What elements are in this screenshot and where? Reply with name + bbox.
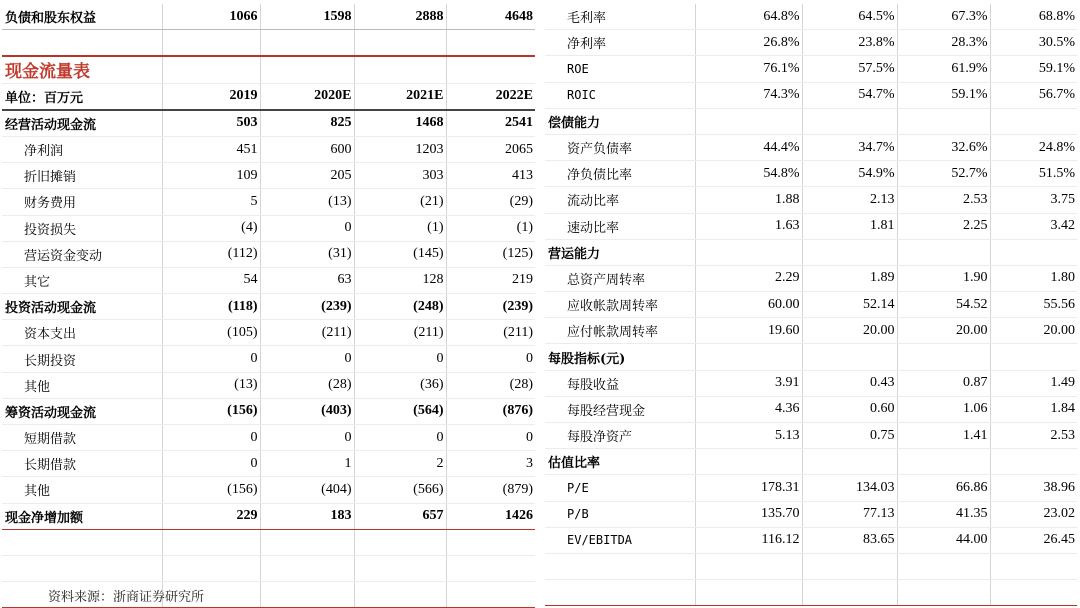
empty-cell: [897, 553, 990, 579]
value-cell: 1.06: [897, 396, 990, 422]
value-cell: (21): [354, 189, 446, 215]
value-cell: 59.1%: [990, 56, 1077, 82]
row-label: 短期借款: [2, 425, 162, 451]
value-cell: 0: [162, 425, 260, 451]
ratio-section-row: [545, 449, 1077, 475]
value-cell: (112): [162, 241, 260, 267]
value-cell: (239): [260, 294, 354, 320]
row-label: 每股净资产: [545, 423, 695, 449]
empty-cell: [545, 553, 695, 579]
row-label: 筹资活动现金流: [2, 398, 162, 424]
ratio-row: [545, 396, 1077, 422]
empty-cell: [545, 580, 695, 606]
empty-cell: [446, 30, 535, 57]
value-cell: 2: [354, 451, 446, 477]
row-label: 应付帐款周转率: [545, 318, 695, 344]
value-cell: [897, 344, 990, 370]
value-cell: 20.00: [802, 318, 897, 344]
value-cell: [802, 344, 897, 370]
value-cell: [695, 239, 802, 265]
value-cell: (125): [446, 241, 535, 267]
value-cell: 134.03: [802, 475, 897, 501]
value-cell: 0.75: [802, 423, 897, 449]
cash-flow-table-body: [2, 4, 535, 608]
cash-flow-item-row: [2, 136, 535, 162]
cash-flow-total-row: [2, 503, 535, 529]
value-cell: [990, 108, 1077, 134]
value-cell: 54.8%: [695, 161, 802, 187]
empty-cell: [354, 56, 446, 83]
empty-row: [2, 529, 535, 555]
row-label: 其他: [2, 372, 162, 398]
empty-cell: [446, 582, 535, 608]
value-cell: 0.43: [802, 370, 897, 396]
row-label: 营运资金变动: [2, 241, 162, 267]
cash-flow-item-row: [2, 477, 535, 503]
year-header: 2021E: [354, 83, 446, 110]
value-cell: [802, 239, 897, 265]
value-cell: 63: [260, 267, 354, 293]
value-cell: 26.45: [990, 527, 1077, 553]
row-label: EV/EBITDA: [545, 527, 695, 553]
value-cell: 3.75: [990, 187, 1077, 213]
value-cell: 1.84: [990, 396, 1077, 422]
value-cell: 0: [446, 425, 535, 451]
value-cell: (105): [162, 320, 260, 346]
empty-cell: [260, 582, 354, 608]
value-cell: [990, 344, 1077, 370]
row-label: 总资产周转率: [545, 265, 695, 291]
row-label: ROE: [545, 56, 695, 82]
value-cell: 20.00: [897, 318, 990, 344]
year-header: 2022E: [446, 83, 535, 110]
section-divider-row: [2, 30, 535, 57]
empty-cell: [695, 553, 802, 579]
value-cell: (13): [162, 372, 260, 398]
value-cell: 34.7%: [802, 134, 897, 160]
row-label: 经营活动现金流: [2, 110, 162, 137]
value-cell: 28.3%: [897, 30, 990, 56]
section-label: 每股指标(元): [545, 344, 695, 370]
value-cell: 825: [260, 110, 354, 137]
value-cell: (28): [260, 372, 354, 398]
value-cell: 1203: [354, 136, 446, 162]
value-cell: (13): [260, 189, 354, 215]
value-cell: [695, 108, 802, 134]
empty-cell: [260, 56, 354, 83]
value-cell: 52.7%: [897, 161, 990, 187]
value-cell: (28): [446, 372, 535, 398]
value-cell: [695, 449, 802, 475]
value-cell: 23.02: [990, 501, 1077, 527]
value-cell: 178.31: [695, 475, 802, 501]
value-cell: 23.8%: [802, 30, 897, 56]
row-label: 资本支出: [2, 320, 162, 346]
value-cell: 116.12: [695, 527, 802, 553]
row-label: P/E: [545, 475, 695, 501]
ratio-row: [545, 30, 1077, 56]
ratio-row: [545, 423, 1077, 449]
ratio-section-row: [545, 108, 1077, 134]
value-cell: 5: [162, 189, 260, 215]
ratio-row: [545, 527, 1077, 553]
row-label: 其它: [2, 267, 162, 293]
empty-cell: [446, 56, 535, 83]
value-cell: 0: [260, 346, 354, 372]
cash-flow-total-row: [2, 398, 535, 424]
section-title-row: [2, 56, 535, 83]
cash-flow-item-row: [2, 425, 535, 451]
financial-ratios-table-body: [545, 4, 1077, 606]
empty-row: [2, 555, 535, 581]
value-cell: (156): [162, 477, 260, 503]
value-cell: 32.6%: [897, 134, 990, 160]
ratio-row: [545, 134, 1077, 160]
value-cell: 68.8%: [990, 4, 1077, 30]
empty-cell: [695, 580, 802, 606]
value-cell: 24.8%: [990, 134, 1077, 160]
cash-flow-table: [2, 4, 535, 608]
unit-label: 单位：百万元: [2, 83, 162, 110]
source-note: 资料来源：浙商证券研究所: [48, 590, 205, 605]
value-cell: 1.90: [897, 265, 990, 291]
value-cell: [695, 344, 802, 370]
row-label: 折旧摊销: [2, 163, 162, 189]
value-cell: 503: [162, 110, 260, 137]
row-label: 流动比率: [545, 187, 695, 213]
value-cell: [802, 108, 897, 134]
value-cell: (156): [162, 398, 260, 424]
ratio-row: [545, 4, 1077, 30]
row-label: 投资损失: [2, 215, 162, 241]
row-label: 长期投资: [2, 346, 162, 372]
value-cell: 0: [446, 346, 535, 372]
cash-flow-total-row: [2, 110, 535, 137]
value-cell: 0.60: [802, 396, 897, 422]
value-cell: 20.00: [990, 318, 1077, 344]
value-cell: 64.5%: [802, 4, 897, 30]
empty-cell: [2, 529, 162, 555]
empty-cell: [354, 529, 446, 555]
value-cell: 135.70: [695, 501, 802, 527]
value-cell: 2.13: [802, 187, 897, 213]
value-cell: 41.35: [897, 501, 990, 527]
ratio-row: [545, 161, 1077, 187]
empty-cell: [2, 30, 162, 57]
ratio-row: [545, 475, 1077, 501]
row-label: ROIC: [545, 82, 695, 108]
value-cell: 0: [354, 425, 446, 451]
value-cell: 30.5%: [990, 30, 1077, 56]
value-cell: 1468: [354, 110, 446, 137]
value-cell: 1598: [260, 4, 354, 30]
ratio-row: [545, 187, 1077, 213]
value-cell: 77.13: [802, 501, 897, 527]
value-cell: 61.9%: [897, 56, 990, 82]
value-cell: (211): [260, 320, 354, 346]
row-label: 财务费用: [2, 189, 162, 215]
value-cell: (248): [354, 294, 446, 320]
value-cell: [897, 449, 990, 475]
row-label: 负债和股东权益: [2, 4, 162, 30]
value-cell: [990, 239, 1077, 265]
header-row: [2, 83, 535, 110]
empty-cell: [162, 30, 260, 57]
value-cell: 57.5%: [802, 56, 897, 82]
value-cell: 2888: [354, 4, 446, 30]
value-cell: 0: [260, 425, 354, 451]
empty-cell: [990, 580, 1077, 606]
value-cell: (211): [446, 320, 535, 346]
empty-cell: [802, 553, 897, 579]
value-cell: 219: [446, 267, 535, 293]
value-cell: 67.3%: [897, 4, 990, 30]
year-header: 2020E: [260, 83, 354, 110]
empty-cell: [897, 580, 990, 606]
row-label: 每股经营现金: [545, 396, 695, 422]
value-cell: (564): [354, 398, 446, 424]
value-cell: 3.42: [990, 213, 1077, 239]
cash-flow-item-row: [2, 215, 535, 241]
value-cell: 52.14: [802, 292, 897, 318]
empty-cell: [446, 555, 535, 581]
cash-flow-item-row: [2, 346, 535, 372]
empty-cell: [354, 582, 446, 608]
value-cell: 413: [446, 163, 535, 189]
empty-row: [545, 553, 1077, 579]
value-cell: 5.13: [695, 423, 802, 449]
row-label: 资产负债率: [545, 134, 695, 160]
value-cell: 303: [354, 163, 446, 189]
empty-cell: [802, 580, 897, 606]
value-cell: 59.1%: [897, 82, 990, 108]
row-label: 其他: [2, 477, 162, 503]
cash-flow-item-row: [2, 163, 535, 189]
row-label: 速动比率: [545, 213, 695, 239]
value-cell: 54.9%: [802, 161, 897, 187]
cash-flow-item-row: [2, 372, 535, 398]
empty-cell: [162, 555, 260, 581]
row-label: 净利润: [2, 136, 162, 162]
value-cell: 54: [162, 267, 260, 293]
value-cell: 4648: [446, 4, 535, 30]
value-cell: 56.7%: [990, 82, 1077, 108]
value-cell: 19.60: [695, 318, 802, 344]
ratio-row: [545, 501, 1077, 527]
empty-cell: [260, 529, 354, 555]
value-cell: 3: [446, 451, 535, 477]
ratio-section-row: [545, 239, 1077, 265]
row-label: 毛利率: [545, 4, 695, 30]
value-cell: 55.56: [990, 292, 1077, 318]
row-label: 应收帐款周转率: [545, 292, 695, 318]
value-cell: [990, 449, 1077, 475]
value-cell: [897, 239, 990, 265]
row-label: 投资活动现金流: [2, 294, 162, 320]
value-cell: [802, 449, 897, 475]
empty-cell: [260, 30, 354, 57]
value-cell: 51.5%: [990, 161, 1077, 187]
value-cell: 2.25: [897, 213, 990, 239]
value-cell: 3.91: [695, 370, 802, 396]
section-label: 偿债能力: [545, 108, 695, 134]
empty-cell: [354, 555, 446, 581]
ratio-row: [545, 56, 1077, 82]
empty-cell: [260, 555, 354, 581]
value-cell: (29): [446, 189, 535, 215]
empty-cell: [990, 553, 1077, 579]
value-cell: 1.81: [802, 213, 897, 239]
value-cell: (239): [446, 294, 535, 320]
value-cell: 1066: [162, 4, 260, 30]
cash-flow-item-row: [2, 241, 535, 267]
value-cell: 54.7%: [802, 82, 897, 108]
empty-cell: [2, 555, 162, 581]
value-cell: 1.89: [802, 265, 897, 291]
row-label: 净利率: [545, 30, 695, 56]
value-cell: (879): [446, 477, 535, 503]
ratio-row: [545, 82, 1077, 108]
value-cell: 1.80: [990, 265, 1077, 291]
value-cell: 74.3%: [695, 82, 802, 108]
value-cell: (1): [446, 215, 535, 241]
value-cell: 205: [260, 163, 354, 189]
cash-flow-item-row: [2, 451, 535, 477]
value-cell: (1): [354, 215, 446, 241]
value-cell: 44.00: [897, 527, 990, 553]
value-cell: (876): [446, 398, 535, 424]
value-cell: 0: [354, 346, 446, 372]
value-cell: (36): [354, 372, 446, 398]
value-cell: 2065: [446, 136, 535, 162]
value-cell: 4.36: [695, 396, 802, 422]
cash-flow-item-row: [2, 267, 535, 293]
row-label: P/B: [545, 501, 695, 527]
value-cell: 600: [260, 136, 354, 162]
section-title: 现金流量表: [2, 56, 162, 83]
value-cell: (31): [260, 241, 354, 267]
value-cell: (4): [162, 215, 260, 241]
value-cell: 229: [162, 503, 260, 529]
year-header: 2019: [162, 83, 260, 110]
value-cell: 128: [354, 267, 446, 293]
value-cell: 66.86: [897, 475, 990, 501]
value-cell: 2.29: [695, 265, 802, 291]
value-cell: 1.41: [897, 423, 990, 449]
value-cell: 0: [162, 451, 260, 477]
value-cell: (566): [354, 477, 446, 503]
value-cell: 183: [260, 503, 354, 529]
value-cell: 64.8%: [695, 4, 802, 30]
value-cell: [897, 108, 990, 134]
total-liabilities-equity-row: [2, 4, 535, 30]
value-cell: (145): [354, 241, 446, 267]
value-cell: 0: [260, 215, 354, 241]
value-cell: 83.65: [802, 527, 897, 553]
value-cell: 1.88: [695, 187, 802, 213]
value-cell: 0.87: [897, 370, 990, 396]
cash-flow-total-row: [2, 294, 535, 320]
value-cell: 0: [162, 346, 260, 372]
value-cell: 451: [162, 136, 260, 162]
empty-cell: [446, 529, 535, 555]
value-cell: 2541: [446, 110, 535, 137]
value-cell: 1426: [446, 503, 535, 529]
empty-row: [545, 580, 1077, 606]
cash-flow-item-row: [2, 320, 535, 346]
value-cell: 2.53: [897, 187, 990, 213]
row-label: 每股收益: [545, 370, 695, 396]
value-cell: 60.00: [695, 292, 802, 318]
section-label: 营运能力: [545, 239, 695, 265]
value-cell: 1: [260, 451, 354, 477]
ratio-row: [545, 318, 1077, 344]
value-cell: (403): [260, 398, 354, 424]
empty-cell: [162, 56, 260, 83]
empty-cell: [162, 529, 260, 555]
ratio-row: [545, 370, 1077, 396]
ratio-section-row: [545, 344, 1077, 370]
value-cell: 38.96: [990, 475, 1077, 501]
row-label: 现金净增加额: [2, 503, 162, 529]
value-cell: 657: [354, 503, 446, 529]
financial-ratios-table: [545, 4, 1077, 606]
ratio-row: [545, 213, 1077, 239]
section-label: 估值比率: [545, 449, 695, 475]
value-cell: 2.53: [990, 423, 1077, 449]
value-cell: (118): [162, 294, 260, 320]
value-cell: 1.49: [990, 370, 1077, 396]
value-cell: (211): [354, 320, 446, 346]
value-cell: 26.8%: [695, 30, 802, 56]
ratio-row: [545, 265, 1077, 291]
empty-cell: [354, 30, 446, 57]
value-cell: 44.4%: [695, 134, 802, 160]
value-cell: (404): [260, 477, 354, 503]
row-label: 净负债比率: [545, 161, 695, 187]
value-cell: 1.63: [695, 213, 802, 239]
value-cell: 76.1%: [695, 56, 802, 82]
value-cell: 109: [162, 163, 260, 189]
row-label: 长期借款: [2, 451, 162, 477]
cash-flow-item-row: [2, 189, 535, 215]
value-cell: 54.52: [897, 292, 990, 318]
ratio-row: [545, 292, 1077, 318]
